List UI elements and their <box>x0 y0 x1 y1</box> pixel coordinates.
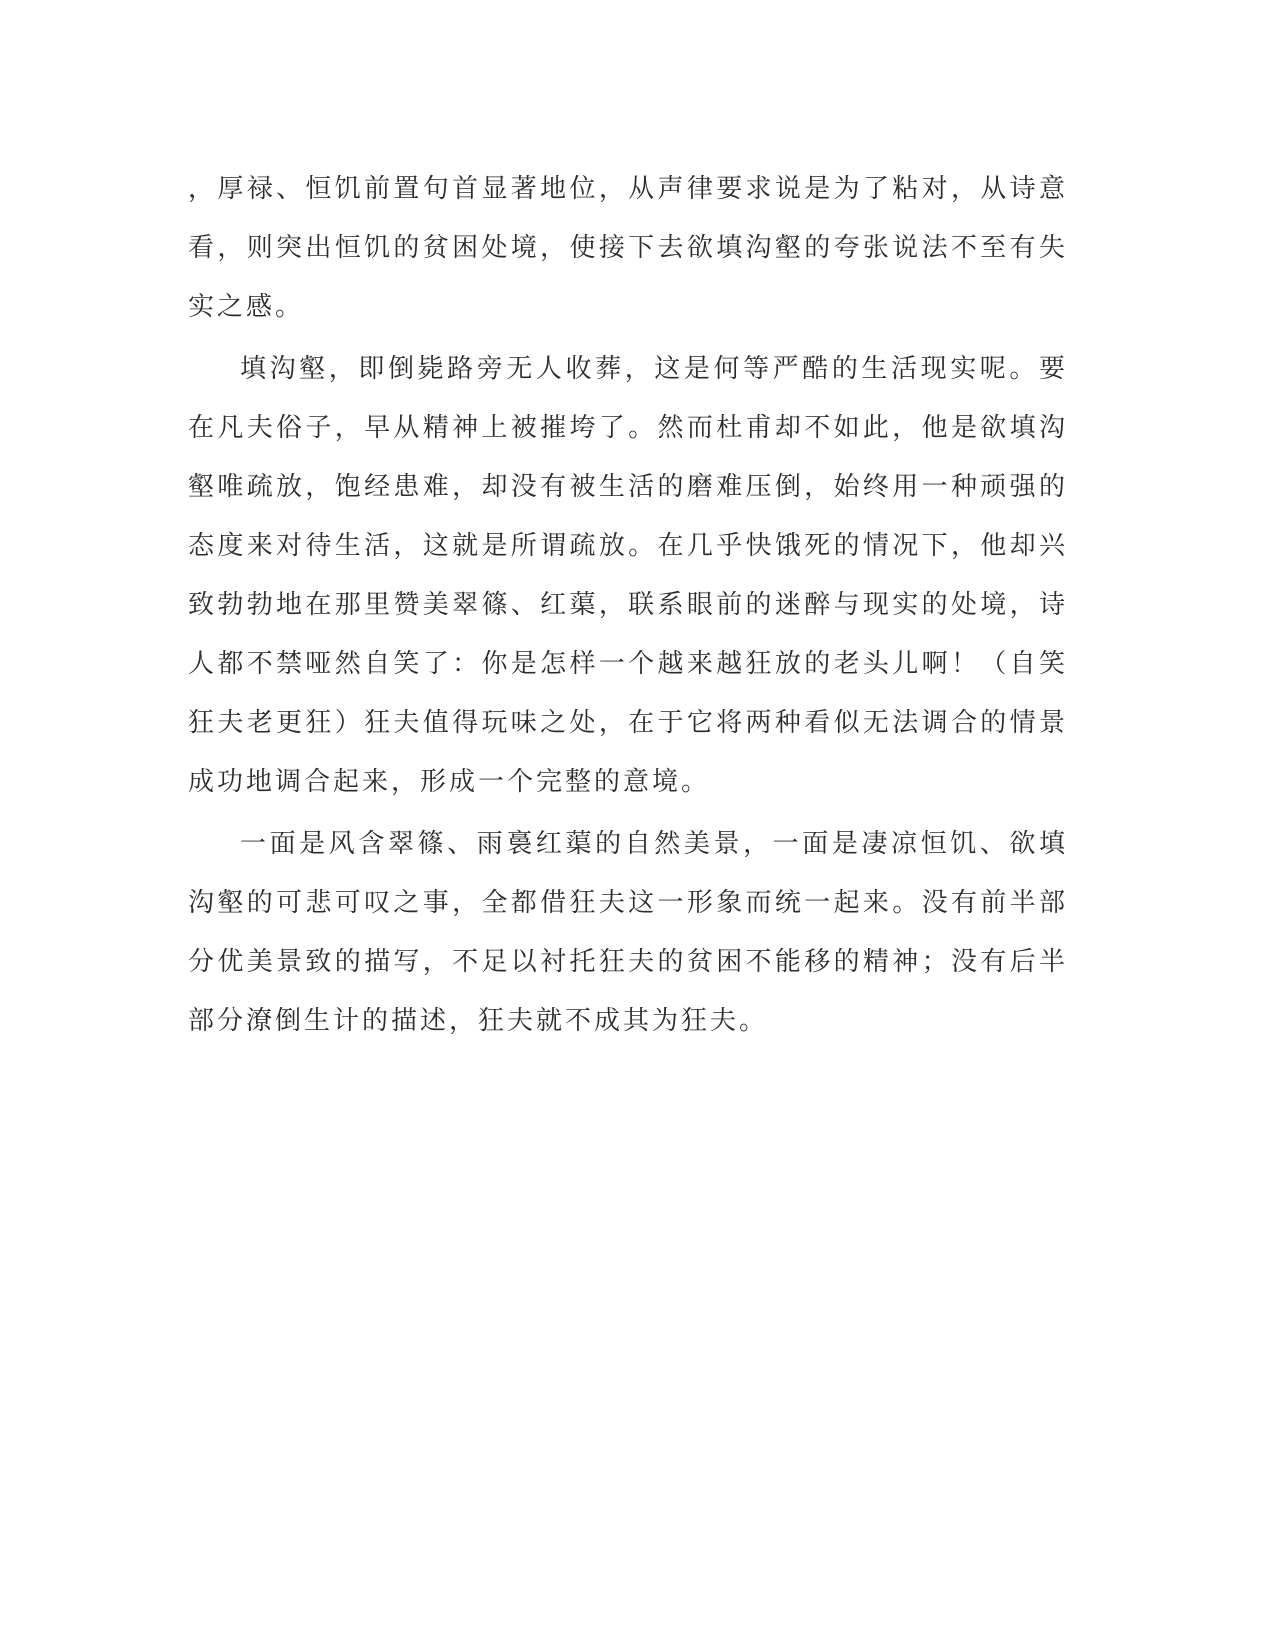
paragraph-1: ，厚禄、恒饥前置句首显著地位，从声律要求说是为了粘对，从诗意看，则突出恒饥的贫困处境，使接下去欲填沟壑的夸张说法不至有失实之感。 <box>188 174 1068 322</box>
paragraph-2: 填沟壑，即倒毙路旁无人收葬，这是何等严酷的生活现实呢。要在凡夫俗子，早从精神上被摧垮了。然而杜甫却不如此，他是欲填沟壑唯疏放，饱经患难，却没有被生活的磨难压倒，始终用一种顽强的态度来对待生活，这就是所谓疏放。在几乎快饿死的情况下，他却兴致勃勃地在那里赞美翠篠、红蕖，联系眼前的迷醉与现实的处境，诗人都不禁哑然自笑了：你是怎样一个越来越狂放的老头儿啊！（自笑狂夫老更狂）狂夫值得玩味之处，在于它将两种看似无法调合的情景成功地调合起来，形成一个完整的意境。 <box>188 354 1068 797</box>
document-body <box>188 160 1068 1051</box>
paragraph-3: 一面是风含翠篠、雨裛红蕖的自然美景，一面是凄凉恒饥、欲填沟壑的可悲可叹之事，全都借狂夫这一形象而统一起来。没有前半部分优美景致的描写，不足以衬托狂夫的贫困不能移的精神；没有后半部分潦倒生计的描述，狂夫就不成其为狂夫。 <box>188 829 1068 1036</box>
